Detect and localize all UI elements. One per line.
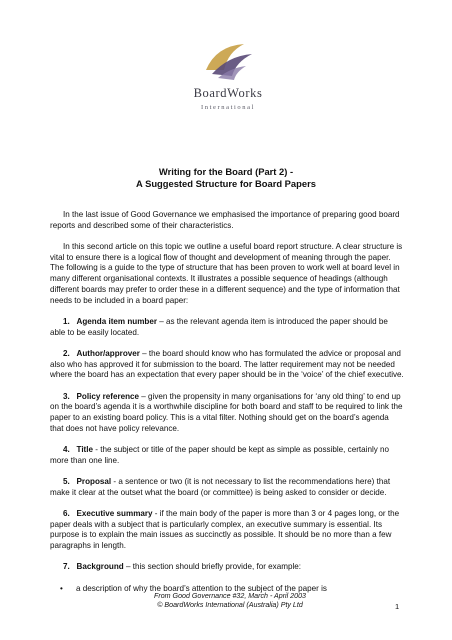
item-heading: Background [76,562,124,572]
item-heading: Author/approver [76,348,140,358]
item-2 [50,349,404,381]
document-title [40,166,412,190]
item-6 [50,509,404,552]
item-5 [50,477,404,498]
logo-emblem-icon [198,40,258,84]
item-number: 6. [63,508,70,518]
footer-copyright: © BoardWorks International (Australia) Pty Ltd [157,601,303,610]
item-number: 4. [63,444,70,454]
item-text: - the subject or title of the paper should be kept as simple as possible, certainly no more than one line. [50,444,390,465]
item-heading: Title [76,444,94,454]
item-text: – given the propensity in many organisations for ‘any old thing’ to end up on the board’s agenda it is a worthwhile discipline for both board and staff to be required to link the paper to an existing board policy. This is a vital filter. Nothing should get on the board’s agenda that does not have policy relevance. [50,391,403,433]
item-heading: Agenda item number [76,316,158,326]
intro-paragraph-2: In this second article on this topic we outline a useful board report structure. A clear structure is vital to ensure there is a logical flow of thought and development of meaning through the paper. The following is a guide to the type of structure that has been proven to work well at board level in many different organisational contexts. It illustrates a possible sequence of headings (although different boards may prefer to order these in a different sequence) and the type of information that needs to be included in a board paper: [50,242,403,305]
bullet-text: a description of why the board’s attention to the subject of the paper is [76,583,327,593]
item-7 [50,562,404,573]
item-heading: Proposal [76,476,112,486]
bullet-icon: • [60,583,63,593]
item-number: 3. [63,391,70,401]
item-text: - if the main body of the paper is more than 3 or 4 pages long, or the paper deals with a subject that is particularly complex, an executive summary is essential. Its purpose is to explain the main issues as succinctly as possible. It should be no more than a few paragraphs in length. [50,508,400,551]
item-3 [50,392,404,435]
logo-name: BoardWorks [193,86,263,100]
item-text: - a sentence or two (it is not necessary to list the recommendations here) that make it clear at the outset what the board (or committee) is being asked to consider or decide. [50,476,391,497]
boardworks-logo [168,40,288,120]
item-1 [50,317,404,338]
page-number: 1 [395,602,400,611]
item-number: 7. [63,562,70,572]
item-heading: Executive summary [76,508,153,518]
item-text: – the board should know who has formulated the advice or proposal and also who has approved it for submission to the board. The latter requirement may not be needed where the board has an expectation that every paper should be in the ‘voice’ of the chief executive. [50,348,404,380]
footer-source: From Good Governance #32, March - April 2003 [154,592,306,600]
item-number: 1. [63,316,70,326]
item-text: – this section should briefly provide, for example: [123,562,302,572]
logo-subtitle: International [200,104,255,111]
item-text: – as the relevant agenda item is introduced the paper should be able to be easily located. [50,316,388,337]
item-number: 5. [63,476,70,486]
page-footer [100,592,360,611]
item-heading: Policy reference [76,391,140,401]
item-4 [50,445,404,466]
intro-paragraph-1: In the last issue of Good Governance we emphasised the importance of preparing good board reports and described some of their characteristics. [50,210,400,230]
title-line-1: Writing for the Board (Part 2) - [158,166,294,177]
document-body [50,210,404,594]
title-line-2: A Suggested Structure for Board Papers [136,178,316,189]
item-number: 2. [63,348,70,358]
